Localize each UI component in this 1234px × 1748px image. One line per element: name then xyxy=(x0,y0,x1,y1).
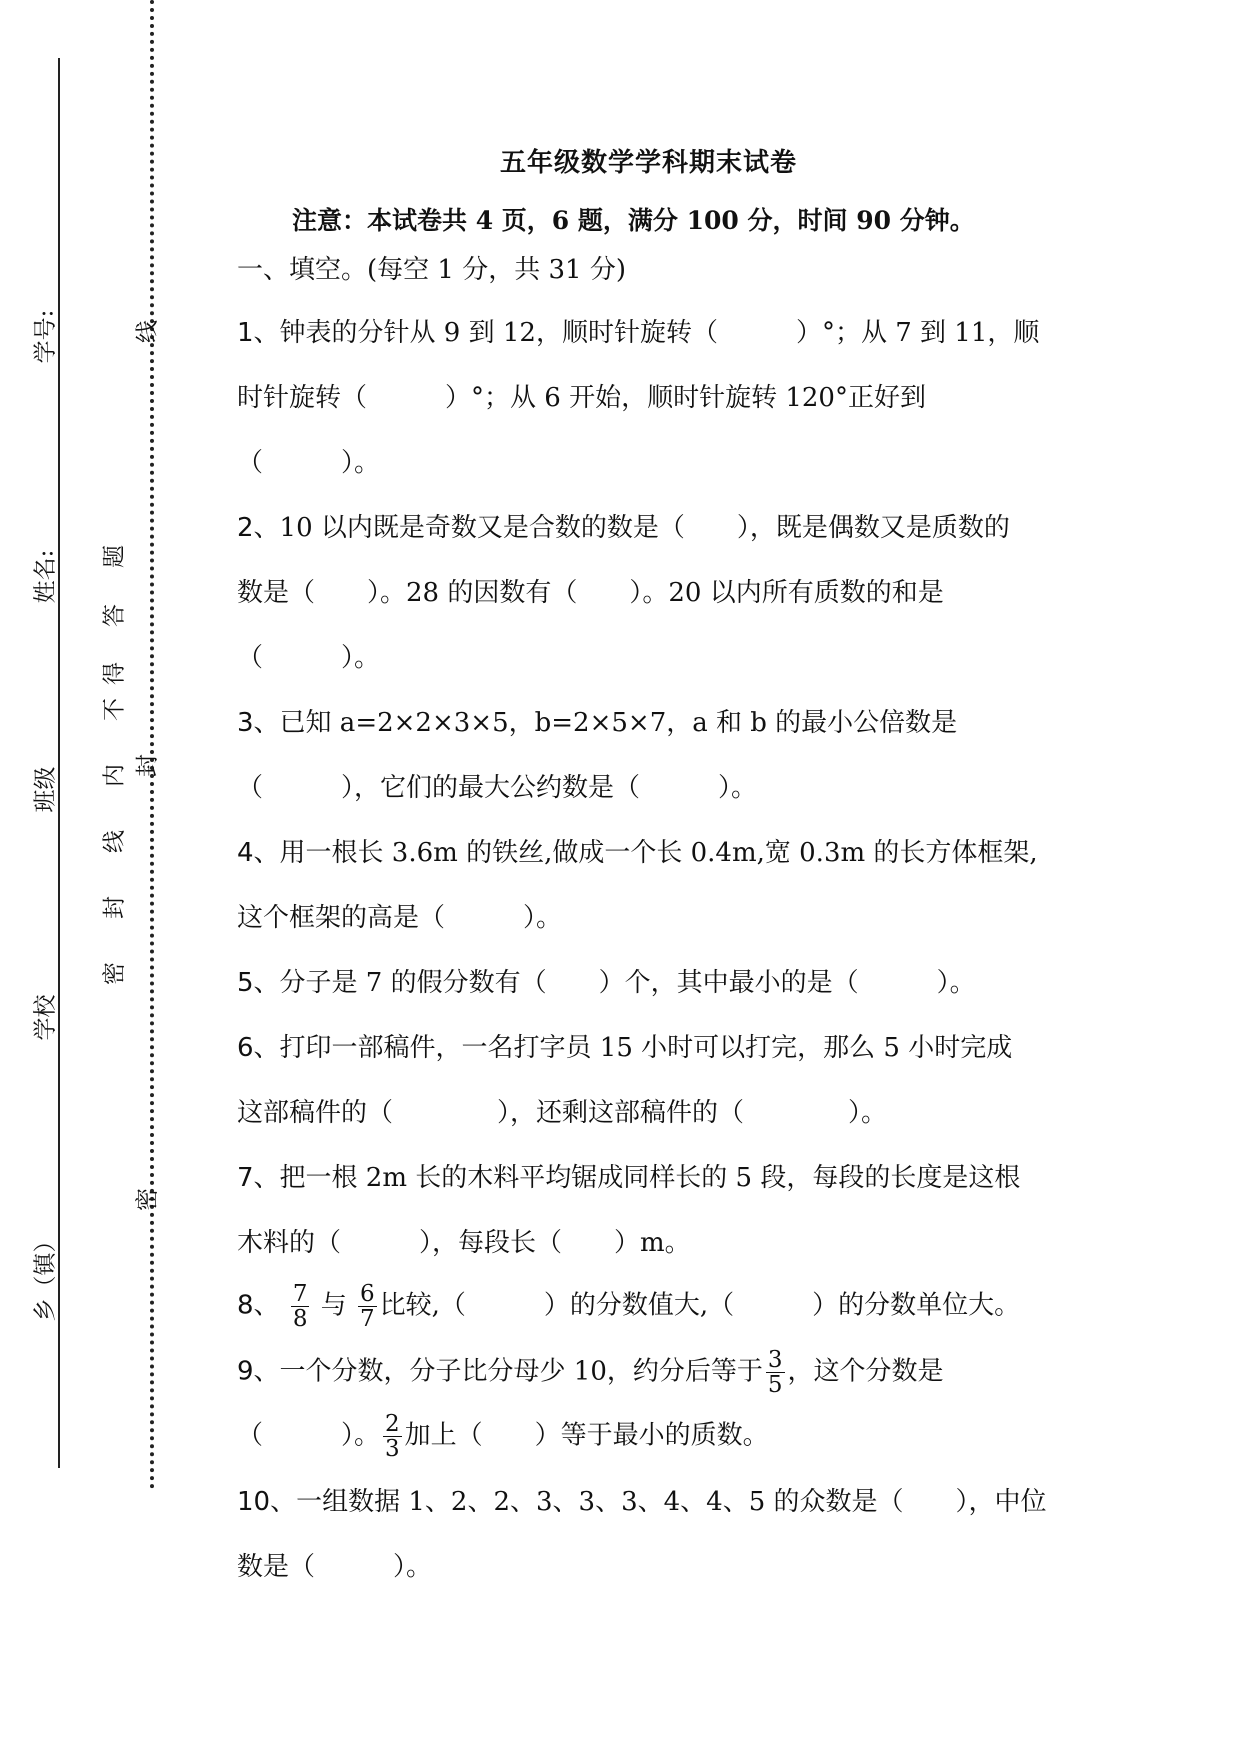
fraction-6-7 xyxy=(358,1282,377,1331)
question-9-number: 9 xyxy=(237,1356,254,1387)
question-3-number: 3 xyxy=(237,708,254,738)
question-2-text-1: 、10 以内既是奇数又是合数的数是（ ），既是偶数又是质数的 xyxy=(253,513,1010,543)
question-3-line-1 xyxy=(237,703,1107,743)
question-10-text-1: 、一组数据 1、2、2、3、3、3、4、4、5 的众数是（ ），中位 xyxy=(270,1487,1047,1517)
question-3-text-1: 、已知 a=2×2×3×5，b=2×5×7，a 和 b 的最小公倍数是 xyxy=(253,708,958,738)
seal-char-6: 得 xyxy=(101,662,128,685)
question-4-line-1 xyxy=(237,833,1107,873)
seal-char-7: 答 xyxy=(101,604,128,627)
fraction-numerator: 6 xyxy=(360,1281,375,1307)
fraction-numerator: 3 xyxy=(767,1347,783,1373)
question-2-number: 2 xyxy=(237,513,254,543)
question-1-line-3: （ ）。 xyxy=(237,448,381,478)
question-2-line-1 xyxy=(237,508,1107,548)
question-6-line-2: 这部稿件的（ ），还剩这部稿件的（ ）。 xyxy=(237,1098,888,1128)
question-4-number: 4 xyxy=(237,838,254,868)
question-7-line-1 xyxy=(237,1158,1107,1198)
seal-char-4: 内 xyxy=(101,764,128,787)
question-7-number: 7 xyxy=(237,1163,254,1193)
fraction-denominator: 8 xyxy=(292,1306,308,1332)
fraction-numerator: 2 xyxy=(385,1411,400,1437)
label-township: 乡（镇） xyxy=(32,1229,59,1322)
label-class: 班级 xyxy=(32,766,59,813)
question-5-line-1 xyxy=(237,963,1107,1003)
question-6-number: 6 xyxy=(237,1033,254,1063)
label-student-number: 学号: xyxy=(32,309,59,364)
fraction-numerator: 7 xyxy=(292,1281,308,1307)
question-7-line-2: 木料的（ ），每段长（ ）m。 xyxy=(237,1228,691,1258)
seal-char-3: 线 xyxy=(101,830,128,853)
question-2-line-2: 数是（ ）。28 的因数有（ ）。20 以内所有质数的和是 xyxy=(237,578,944,608)
seal-char-2: 封 xyxy=(101,896,128,919)
question-9-line-1 xyxy=(237,1348,1107,1397)
label-name: 姓名: xyxy=(32,549,59,604)
fraction-denominator: 3 xyxy=(385,1436,400,1462)
question-1-line-2: 时针旋转（ ）°；从 6 开始，顺时针旋转 120°正好到 xyxy=(237,383,926,413)
question-6-text-1: 、打印一部稿件，一名打字员 15 小时可以打完，那么 5 小时完成 xyxy=(253,1033,1013,1063)
label-school: 学校 xyxy=(32,994,59,1041)
question-7-text-1: 、把一根 2m 长的木料平均锯成同样长的 5 段，每段的长度是这根 xyxy=(253,1163,1021,1193)
question-2-line-3: （ ）。 xyxy=(237,643,381,673)
question-8-line-1 xyxy=(237,1282,1107,1331)
seal-char-1: 密 xyxy=(101,962,128,985)
question-8-yu: 与 xyxy=(320,1290,347,1321)
question-8-text: 比较,（ ）的分数值大,（ ）的分数单位大。 xyxy=(379,1290,1021,1321)
fraction-7-8 xyxy=(291,1282,310,1331)
question-4-line-2: 这个框架的高是（ ）。 xyxy=(237,903,563,933)
question-5-text-1: 、分子是 7 的假分数有（ ）个，其中最小的是（ ）。 xyxy=(253,968,976,998)
question-5-number: 5 xyxy=(237,968,254,998)
question-10-line-1 xyxy=(237,1482,1107,1522)
question-9-text-1a: 、一个分数，分子比分母少 10，约分后等于 xyxy=(253,1356,763,1387)
fraction-3-5 xyxy=(766,1348,785,1397)
seal-label-mi: 密 xyxy=(134,1188,161,1211)
question-6-line-1 xyxy=(237,1028,1107,1068)
question-9-line-2 xyxy=(237,1412,1107,1461)
question-9-text-2a: （ ）。 xyxy=(237,1420,381,1451)
question-4-text-1: 、用一根长 3.6m 的铁丝,做成一个长 0.4m,宽 0.3m 的长方体框架, xyxy=(253,838,1038,868)
question-1-number: 1 xyxy=(237,318,254,348)
seal-label-xian: 线 xyxy=(134,320,161,343)
exam-notice: 注意：本试卷共 4 页，6 题，满分 100 分，时间 90 分钟。 xyxy=(292,206,975,235)
question-9-text-1b: ，这个分数是 xyxy=(787,1356,944,1387)
question-3-line-2: （ ），它们的最大公约数是（ ）。 xyxy=(237,773,758,803)
section-heading: 一、填空。(每空 1 分，共 31 分) xyxy=(237,255,626,285)
dotted-seal-line-right xyxy=(150,0,154,1490)
question-8-separator: 、 xyxy=(253,1290,280,1321)
fraction-denominator: 7 xyxy=(360,1306,375,1332)
exam-title: 五年级数学学科期末试卷 xyxy=(500,148,798,178)
question-8-number: 8 xyxy=(237,1290,254,1321)
question-1-line-1 xyxy=(237,313,1107,353)
seal-label-feng: 封 xyxy=(134,754,161,777)
question-1-text-1: 、钟表的分针从 9 到 12，顺时针旋转（ ）°；从 7 到 11，顺 xyxy=(253,318,1040,348)
question-9-text-2b: 加上（ ）等于最小的质数。 xyxy=(404,1420,769,1451)
seal-char-8: 题 xyxy=(101,545,128,568)
question-10-number: 10 xyxy=(237,1487,271,1517)
seal-char-5: 不 xyxy=(101,698,128,721)
fraction-denominator: 5 xyxy=(767,1372,783,1398)
question-10-line-2: 数是（ ）。 xyxy=(237,1552,433,1582)
fraction-2-3 xyxy=(383,1412,402,1461)
